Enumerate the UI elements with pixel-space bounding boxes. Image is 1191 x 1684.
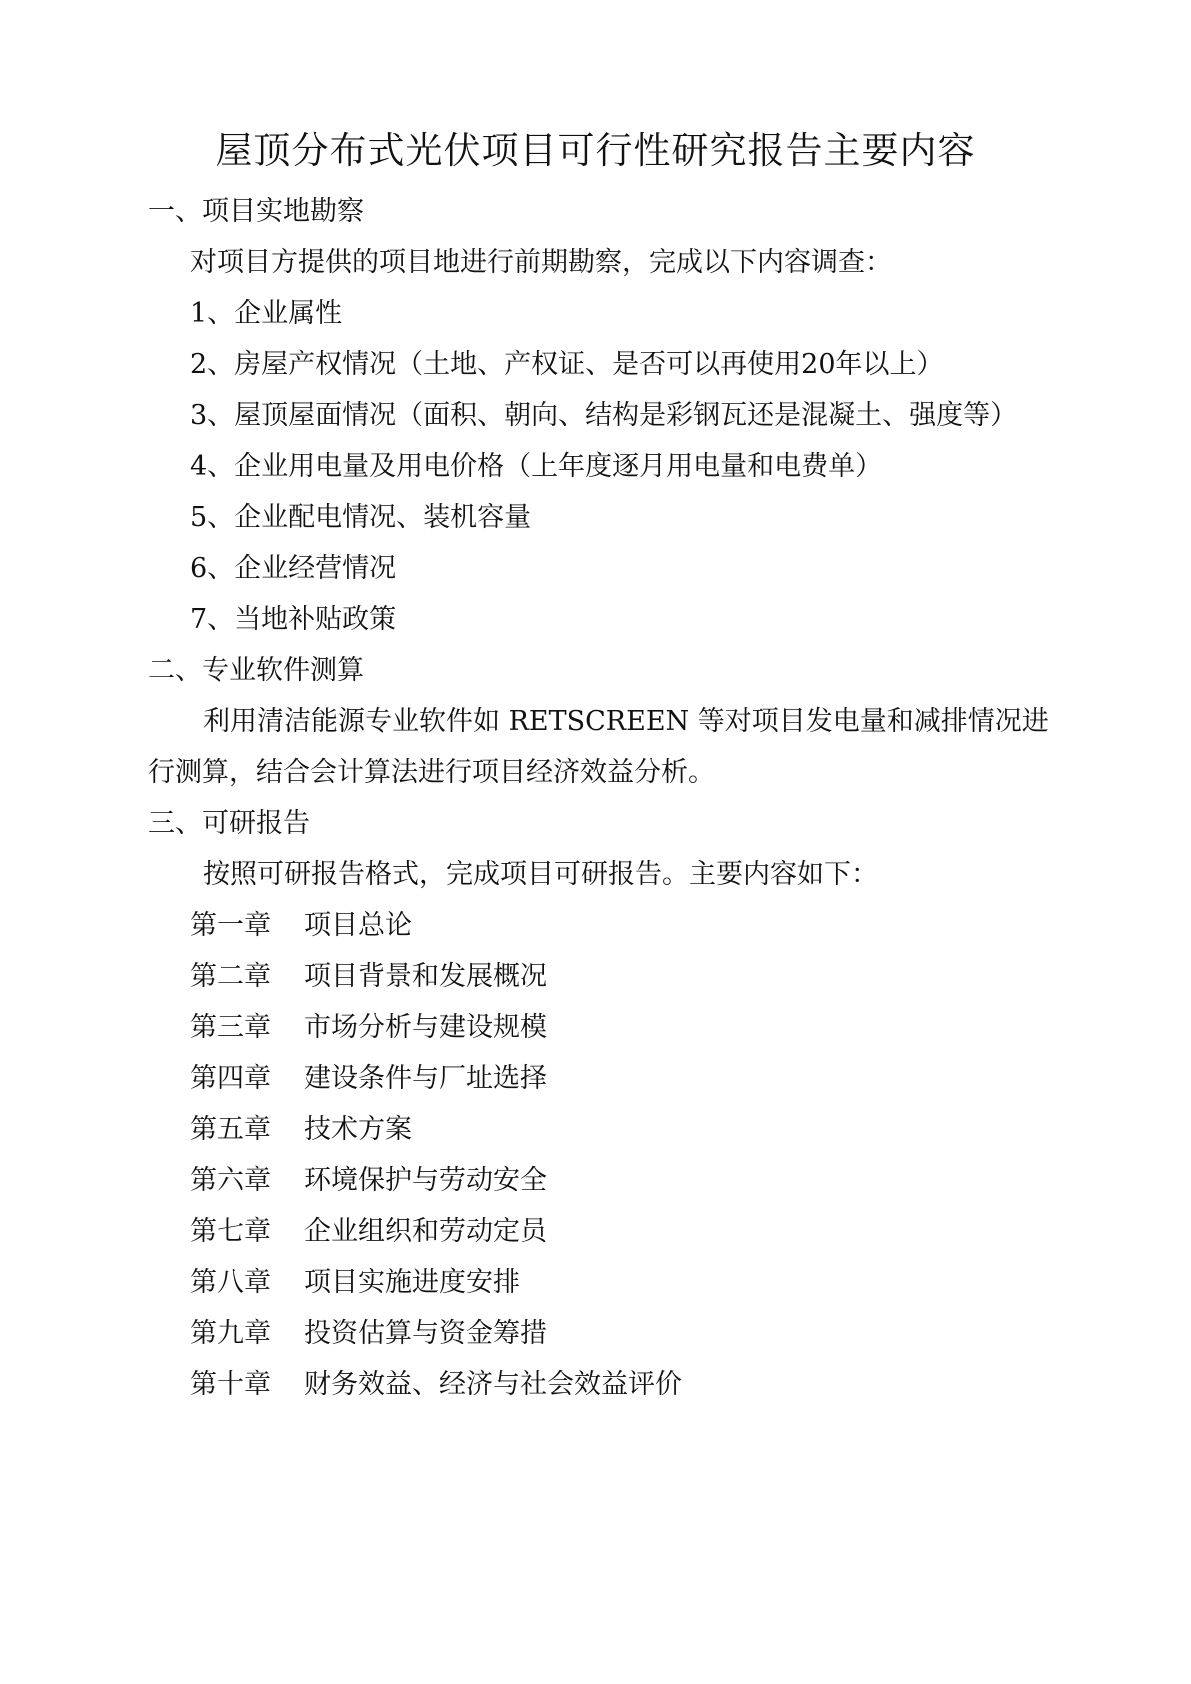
chapter-title: 财务效益、经济与社会效益评价 [304, 1369, 682, 1400]
chapter-number: 第一章 [190, 910, 271, 941]
list-item: 7、当地补贴政策 [190, 604, 397, 635]
paragraph-line: 行测算，结合会计算法进行项目经济效益分析。 [148, 757, 715, 788]
chapter-number: 第九章 [190, 1318, 271, 1349]
list-item: 4、企业用电量及用电价格（上年度逐月用电量和电费单） [190, 451, 883, 482]
chapter-number: 第十章 [190, 1369, 271, 1400]
section-heading-site-survey: 一、项目实地勘察 [148, 196, 364, 227]
section-heading-software-calculation: 二、专业软件测算 [148, 655, 364, 686]
chapter-title: 企业组织和劳动定员 [304, 1216, 547, 1247]
chapter-number: 第二章 [190, 961, 271, 992]
list-item: 1、企业属性 [190, 298, 343, 329]
chapter-title: 环境保护与劳动安全 [304, 1165, 547, 1196]
chapter-title: 项目总论 [304, 910, 412, 941]
section-intro-feasibility-report: 按照可研报告格式，完成项目可研报告。主要内容如下： [203, 859, 878, 890]
section-intro-site-survey: 对项目方提供的项目地进行前期勘察，完成以下内容调查： [190, 247, 892, 278]
chapter-number: 第五章 [190, 1114, 271, 1145]
chapter-item [190, 908, 412, 944]
chapter-number: 第八章 [190, 1267, 271, 1298]
chapter-title: 项目实施进度安排 [304, 1267, 520, 1298]
list-item: 3、屋顶屋面情况（面积、朝向、结构是彩钢瓦还是混凝土、强度等） [190, 400, 1018, 431]
paragraph-line: 利用清洁能源专业软件如 RETSCREEN 等对项目发电量和减排情况进 [203, 706, 1049, 737]
chapter-number: 第六章 [190, 1165, 271, 1196]
chapter-item [190, 1061, 547, 1097]
chapter-title: 市场分析与建设规模 [304, 1012, 547, 1043]
chapter-item [190, 1010, 547, 1046]
chapter-item [190, 1214, 547, 1250]
chapter-title: 投资估算与资金筹措 [304, 1318, 547, 1349]
chapter-item [190, 1316, 547, 1352]
list-item: 5、企业配电情况、装机容量 [190, 502, 532, 533]
list-item: 2、房屋产权情况（土地、产权证、是否可以再使用20年以上） [190, 349, 944, 380]
list-item: 6、企业经营情况 [190, 553, 397, 584]
chapter-title: 建设条件与厂址选择 [304, 1063, 547, 1094]
chapter-number: 第四章 [190, 1063, 271, 1094]
document-title: 屋顶分布式光伏项目可行性研究报告主要内容 [215, 129, 976, 172]
chapter-title: 技术方案 [304, 1114, 412, 1145]
chapter-number: 第三章 [190, 1012, 271, 1043]
chapter-title: 项目背景和发展概况 [304, 961, 547, 992]
chapter-item [190, 959, 547, 995]
chapter-item [190, 1112, 412, 1148]
chapter-item [190, 1265, 520, 1301]
chapter-number: 第七章 [190, 1216, 271, 1247]
section-heading-feasibility-report: 三、可研报告 [148, 808, 310, 839]
chapter-item [190, 1367, 682, 1403]
chapter-item [190, 1163, 547, 1199]
